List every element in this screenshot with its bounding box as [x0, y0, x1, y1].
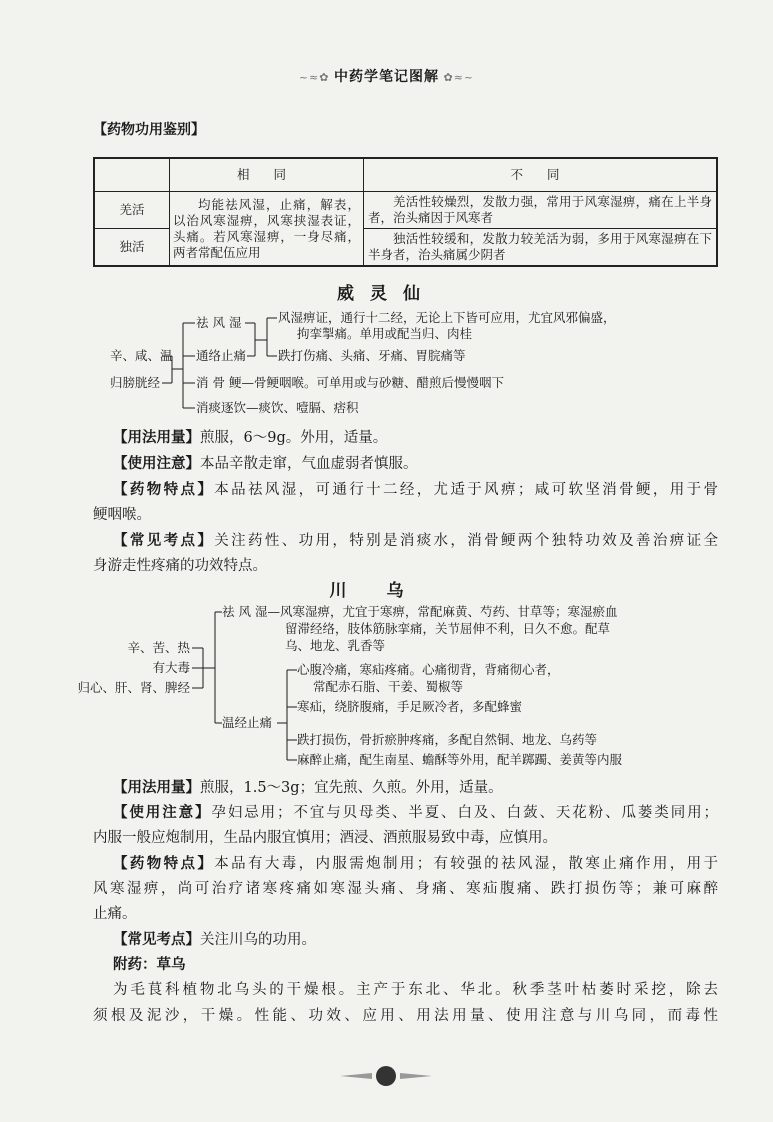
- paragraph-dosage: 【用法用量】煎服，1.5～3g；宜先煎、久煎。外用，适量。: [113, 779, 503, 796]
- herb-name: 羌活: [94, 192, 170, 229]
- function-use: 留滞经络，肢体筋脉挛痛，关节屈伸不利，日久不愈。配草: [285, 621, 611, 636]
- herb-title: 川乌: [329, 581, 444, 601]
- paragraph-features: 【药物特点】本品祛风湿，可通行十二经，尤适于风痹；咸可软坚消骨鲠，用于骨: [113, 481, 719, 498]
- function-use: 乌、地龙、乳香等: [285, 638, 386, 653]
- comparison-heading: 【药物功用鉴别】: [93, 122, 205, 138]
- paragraph-exam-points: 【常见考点】关注川乌的功用。: [113, 931, 316, 948]
- running-header: ~≈✿ 中药学笔记图解 ✿≈~: [298, 69, 475, 85]
- paragraph-features: 【药物特点】本品有大毒，内服需炮制用；有较强的祛风湿，散寒止痛作用，用于: [113, 855, 719, 872]
- property: 归心、肝、肾、脾经: [77, 680, 190, 695]
- same-cell: 均能祛风湿，止痛，解表，以治风寒湿痹，风寒挟湿表证，头痛。若风寒湿痹，一身尽痛，两者常配伍应用: [170, 192, 364, 267]
- herb-name: 独活: [94, 229, 170, 267]
- function-use: 跌打伤痛、头痛、牙痛、胃脘痛等: [278, 348, 466, 363]
- column-header-herb: [94, 158, 170, 192]
- column-header-same: 相 同: [170, 158, 364, 192]
- function: 消痰逐饮—痰饮、噎膈、痞积: [196, 400, 359, 415]
- function-use: —骨鲠咽喉。可单用或与砂糖、醋煎后慢慢咽下: [241, 375, 504, 390]
- function-use: 拘挛掣痛。单用或配当归、肉桂: [297, 326, 473, 341]
- function-use: 寒疝，绕脐腹痛，手足厥冷者，多配蜂蜜: [297, 699, 523, 714]
- paragraph-features-cont: 风寒湿痹，尚可治疗诸寒疼痛如寒湿头痛、身痛、寒疝腹痛、跌打损伤等；兼可麻醉: [93, 881, 718, 897]
- paragraph-dosage: 【用法用量】煎服，6～9g。外用，适量。: [113, 429, 388, 446]
- page-number-ornament-icon: [336, 1065, 436, 1091]
- function-use: —风寒湿痹，尤宜于寒痹，常配麻黄、芍药、甘草等；寒湿瘀血: [267, 604, 618, 619]
- paragraph-exam-points-cont: 身游走性疼痛的功效特点。: [93, 558, 267, 574]
- function-use: 跌打损伤，骨折瘀肿疼痛，多配自然铜、地龙、乌药等: [297, 732, 598, 747]
- diff-cell: 独活性较缓和，发散力较羌活为弱，多用于风寒湿痹在下半身者，治头痛属少阴者: [364, 229, 718, 267]
- function: 祛 风 湿—风寒湿痹，尤宜于寒痹，常配麻黄、芍药、甘草等；寒湿瘀血: [222, 604, 618, 619]
- property: 辛、苦、热: [127, 640, 190, 655]
- function: 温经止痛: [222, 715, 273, 730]
- ornament-right-icon: ✿≈~: [439, 71, 475, 84]
- column-header-diff: 不 同: [364, 158, 718, 192]
- function-use: 风湿痹证，通行十二经，无论上下皆可应用，尤宜风邪偏盛，: [278, 310, 616, 325]
- appendix-heading: 附药：草乌: [113, 956, 186, 973]
- paragraph-caution-cont: 内服一般应炮制用，生品内服宜慎用；酒浸、酒煎服易致中毒，应慎用。: [93, 830, 557, 846]
- function: 通络止痛: [196, 348, 247, 363]
- paragraph-caution: 【使用注意】本品辛散走窜，气血虚弱者慎服。: [113, 455, 418, 472]
- paragraph-features-cont: 止痛。: [93, 906, 137, 922]
- function-use: 麻醉止痛，配生南星、蟾酥等外用，配羊踯躅、姜黄等内服: [297, 752, 623, 767]
- appendix-text-cont: 须根及泥沙，干燥。性能、功效、应用、用法用量、使用注意与川乌同，而毒性: [93, 1008, 718, 1024]
- function: 消 骨 鲠—骨鲠咽喉。可单用或与砂糖、醋煎后慢慢咽下: [196, 375, 504, 390]
- function-use: —痰饮、噎膈、痞积: [246, 400, 359, 415]
- diff-cell: 羌活性较燥烈，发散力强，常用于风寒湿痹，痛在上半身者，治头痛因于风寒者: [364, 192, 718, 229]
- function-use: 心腹冷痛，寒疝疼痛。心痛彻背，背痛彻心者，: [297, 662, 560, 677]
- paragraph-features-cont: 鲠咽喉。: [93, 507, 151, 523]
- function: 祛 风 湿: [196, 315, 242, 330]
- comparison-table: [93, 157, 718, 267]
- paragraph-caution: 【使用注意】孕妇忌用；不宜与贝母类、半夏、白及、白蔹、天花粉、瓜蒌类同用；: [113, 804, 719, 821]
- property: 有大毒: [152, 660, 190, 675]
- appendix-text: 为毛茛科植物北乌头的干燥根。主产于东北、华北。秋季茎叶枯萎时采挖，除去: [113, 982, 718, 998]
- herb-title: 威灵仙: [337, 284, 436, 304]
- property: 辛、咸、温: [110, 348, 173, 363]
- function-use: 常配赤石脂、干姜、蜀椒等: [313, 679, 464, 694]
- property: 归膀胱经: [110, 375, 161, 390]
- paragraph-exam-points: 【常见考点】关注药性、功用，特别是消痰水，消骨鲠两个独特功效及善治痹证全: [113, 532, 719, 549]
- ornament-left-icon: ~≈✿: [298, 71, 334, 84]
